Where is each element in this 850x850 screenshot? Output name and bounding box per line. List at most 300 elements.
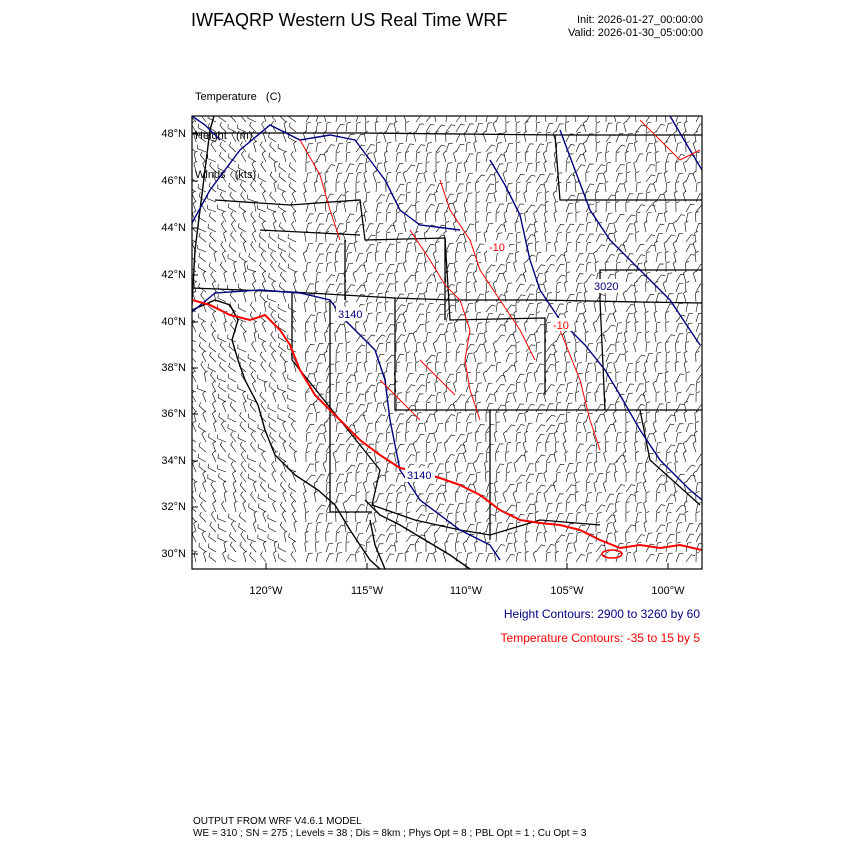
wind-barb	[516, 475, 525, 482]
wind-barb	[466, 282, 470, 292]
wind-barb	[635, 431, 639, 442]
wind-barb	[693, 471, 696, 482]
wind-barb	[464, 131, 467, 142]
wind-barb	[576, 505, 585, 512]
wind-barb	[533, 551, 536, 562]
wind-barb	[336, 361, 340, 372]
wind-barb	[416, 201, 420, 212]
wind-barb	[576, 363, 582, 373]
wind-barb	[486, 313, 493, 322]
wind-barb	[375, 251, 379, 262]
wind-barb	[446, 244, 453, 252]
wind-barb	[231, 431, 236, 442]
wind-barb	[456, 395, 465, 402]
wind-barb	[576, 482, 580, 493]
wind-barb	[274, 541, 277, 552]
wind-barb	[485, 471, 489, 482]
wind-barb	[676, 323, 683, 332]
wind-barb	[536, 434, 545, 442]
wind-barb	[556, 282, 561, 292]
wind-barb	[506, 111, 510, 122]
wind-barb	[326, 531, 330, 542]
wind-barb	[545, 201, 549, 212]
wind-barb	[644, 361, 647, 372]
wind-barb	[346, 164, 354, 172]
wind-barb	[356, 505, 365, 513]
wind-barb	[229, 352, 236, 362]
wind-barb	[233, 491, 236, 502]
wind-barb	[636, 472, 640, 482]
wind-barb	[536, 485, 545, 492]
wind-barb	[606, 162, 611, 172]
wind-barb	[326, 554, 334, 562]
wind-barb	[626, 412, 630, 423]
wind-barb	[576, 302, 582, 312]
wind-barb	[576, 462, 581, 472]
wind-barb	[278, 304, 286, 312]
wind-barb	[336, 163, 343, 172]
wind-barb	[524, 451, 527, 462]
wind-barb	[280, 272, 286, 282]
wind-barb	[503, 371, 506, 382]
wind-barb	[476, 363, 482, 372]
wind-barb	[366, 294, 374, 302]
wind-barb	[613, 421, 616, 432]
wind-barb	[523, 441, 526, 452]
wind-barb	[616, 485, 625, 492]
wind-barb	[258, 334, 266, 342]
wind-barb	[636, 205, 645, 212]
wind-barb	[314, 181, 317, 192]
wind-barb	[566, 302, 571, 312]
wind-barb	[291, 151, 296, 162]
wind-barb	[396, 502, 400, 512]
wind-barb	[425, 211, 429, 222]
wind-barb	[676, 432, 682, 442]
wind-barb	[241, 151, 246, 162]
wind-barb	[221, 421, 226, 432]
wind-barb	[426, 525, 435, 532]
wind-barb	[546, 415, 556, 422]
wind-barb	[535, 241, 539, 252]
wind-barb	[466, 272, 472, 282]
wind-barb	[486, 212, 491, 222]
wind-barb	[466, 124, 474, 132]
wind-barb	[252, 161, 256, 172]
wind-barb	[686, 302, 692, 312]
wind-barb	[646, 353, 653, 362]
wind-barb	[596, 452, 601, 462]
wind-barb	[316, 354, 324, 362]
wind-barb	[364, 361, 367, 372]
wind-barb	[241, 451, 246, 462]
wind-barb	[566, 195, 575, 202]
wind-barb	[484, 231, 487, 242]
wind-barb	[625, 151, 629, 162]
wind-barb	[606, 314, 614, 322]
wind-barb	[586, 363, 593, 372]
wind-barb	[693, 271, 696, 282]
wind-barb	[364, 261, 367, 272]
wind-barb	[306, 452, 310, 463]
wind-barb	[203, 271, 206, 282]
wind-barb	[228, 513, 236, 522]
wind-barb	[616, 254, 623, 262]
wind-barb	[463, 441, 466, 452]
wind-barb	[496, 405, 505, 412]
wind-barb	[683, 441, 686, 452]
wind-barb	[190, 512, 196, 523]
wind-barb	[626, 372, 631, 382]
wind-barb	[229, 532, 236, 542]
wind-barb	[574, 351, 577, 362]
wind-barb	[356, 352, 361, 362]
wind-barb	[545, 271, 549, 282]
wind-barb	[278, 244, 286, 252]
wind-barb	[396, 233, 403, 242]
wind-barb	[586, 383, 592, 392]
wind-barb	[516, 442, 521, 452]
wind-barb	[325, 171, 329, 182]
wind-barb	[566, 262, 570, 272]
wind-barb	[413, 441, 416, 452]
wind-barb	[685, 511, 689, 522]
wind-barb	[666, 321, 670, 332]
wind-barb	[261, 161, 266, 172]
wind-barb	[426, 484, 434, 492]
wind-barb	[203, 391, 206, 402]
wind-barb	[193, 461, 196, 472]
wind-barb	[366, 335, 375, 342]
wind-barb	[653, 421, 656, 432]
wind-barb	[656, 322, 661, 332]
wind-barb	[278, 544, 286, 552]
wind-barb	[416, 304, 424, 312]
wind-barb	[385, 251, 389, 262]
wind-barb	[376, 323, 383, 332]
wind-barb	[466, 142, 471, 152]
wind-barb	[231, 521, 236, 532]
wind-barb	[586, 234, 594, 242]
wind-barb	[436, 504, 444, 512]
wind-barb	[228, 414, 236, 422]
wind-barb	[251, 371, 256, 382]
wind-barb	[316, 244, 323, 252]
wind-barb	[536, 473, 543, 482]
wind-barb	[218, 515, 226, 522]
wind-barb	[194, 481, 197, 492]
wind-barb	[686, 534, 694, 542]
wind-barb	[476, 472, 481, 482]
wind-barb	[486, 223, 493, 232]
wind-barb	[376, 312, 381, 322]
wind-barb	[356, 522, 361, 532]
wind-barb	[436, 152, 440, 163]
wind-barb	[446, 131, 450, 142]
wind-barb	[645, 331, 649, 342]
wind-barb	[514, 531, 517, 542]
wind-barb	[386, 273, 393, 282]
wind-barb	[693, 441, 696, 452]
wind-barb	[606, 213, 613, 222]
wind-barb	[546, 322, 551, 332]
wind-barb	[643, 391, 646, 402]
wind-barb	[496, 335, 505, 342]
wind-barb	[306, 391, 310, 402]
wind-barb	[644, 501, 647, 512]
wind-barb	[316, 412, 320, 422]
wind-barb	[231, 231, 236, 242]
wind-barb	[201, 111, 206, 122]
wind-barb	[586, 445, 595, 452]
wind-barb	[496, 362, 501, 372]
wind-barb	[565, 451, 568, 462]
wind-barb	[516, 552, 521, 562]
wind-barb	[250, 122, 256, 132]
wind-barb	[306, 362, 312, 372]
wind-barb	[199, 342, 206, 352]
wind-barb	[376, 284, 384, 292]
wind-barb	[335, 331, 338, 342]
wind-barb	[396, 144, 403, 152]
wind-barb	[336, 474, 344, 482]
wind-barb	[336, 493, 343, 502]
wind-barb	[674, 491, 677, 502]
height-label-2: 3140	[407, 470, 432, 482]
wind-barb	[228, 424, 236, 432]
wind-barb	[406, 444, 414, 452]
wind-barb	[356, 122, 361, 132]
wind-barb	[306, 464, 314, 472]
wind-barb	[636, 502, 642, 512]
wind-barb	[396, 314, 404, 322]
wind-barb	[374, 151, 377, 162]
wind-barb	[606, 255, 615, 263]
wind-barb	[346, 285, 355, 292]
wind-barb	[586, 392, 591, 402]
wind-barb	[446, 534, 454, 542]
wind-barb	[686, 555, 695, 562]
wind-barb	[675, 461, 679, 472]
wind-barb	[376, 434, 384, 442]
wind-barb	[240, 482, 246, 492]
wind-barb	[240, 232, 246, 243]
wind-barb	[614, 221, 617, 232]
wind-barb	[305, 541, 309, 552]
wind-barb	[456, 172, 461, 182]
wind-barb	[306, 315, 315, 322]
wind-barb	[346, 404, 354, 412]
wind-barb	[666, 415, 675, 422]
wind-barb	[646, 212, 652, 222]
wind-barb	[395, 541, 399, 552]
wind-barb	[656, 373, 663, 382]
wind-barb	[446, 305, 455, 312]
wind-barb	[496, 325, 505, 332]
wind-barb	[396, 172, 401, 182]
wind-barb	[356, 464, 363, 472]
wind-barb	[199, 423, 207, 432]
wind-barb	[496, 155, 505, 163]
wind-barb	[199, 543, 206, 552]
wind-barb	[240, 412, 246, 422]
wind-barb	[426, 442, 431, 452]
wind-barb	[252, 231, 256, 242]
wind-barb	[223, 551, 226, 562]
wind-barb	[305, 351, 309, 362]
wind-barb	[676, 404, 684, 412]
wind-barb	[524, 381, 527, 392]
wind-barb	[696, 351, 700, 362]
wind-barb	[554, 451, 557, 462]
wind-barb	[289, 182, 296, 192]
wind-barb	[586, 553, 592, 562]
wind-barb	[279, 282, 286, 292]
lon-label-110: 110°W	[449, 585, 483, 597]
wind-barb	[493, 121, 496, 132]
wind-barb	[291, 201, 296, 212]
wind-barb	[426, 373, 432, 382]
wind-barb	[443, 491, 446, 502]
wind-barb	[516, 122, 520, 132]
wind-barb	[636, 193, 643, 202]
wind-barb	[436, 464, 444, 472]
wind-barb	[336, 511, 340, 522]
wind-barb	[673, 241, 676, 252]
wind-barb	[456, 445, 465, 452]
wind-barb	[456, 243, 462, 252]
wind-barb	[646, 511, 650, 522]
wind-barb	[326, 165, 335, 172]
wind-barb	[696, 552, 700, 562]
wind-barb	[536, 184, 545, 192]
lon-label-100: 100°W	[651, 585, 685, 597]
wind-barb	[259, 243, 266, 252]
wind-barb	[413, 331, 416, 342]
wind-barb	[238, 353, 246, 362]
wind-barb	[606, 224, 613, 233]
wind-barb	[696, 392, 700, 402]
wind-barb	[666, 273, 672, 282]
wind-barb	[606, 494, 614, 502]
wind-barb	[456, 473, 462, 482]
wind-barb	[396, 432, 400, 442]
wind-barb	[504, 131, 507, 142]
wind-barb	[234, 261, 237, 272]
wind-barb	[516, 295, 525, 302]
wind-barb	[241, 321, 246, 332]
wind-barb	[576, 283, 582, 292]
wind-barb	[576, 413, 583, 422]
wind-barb	[324, 431, 327, 442]
wind-barb	[316, 154, 324, 162]
wind-barb	[336, 173, 342, 182]
wind-barb	[656, 352, 661, 362]
wind-barb	[279, 432, 286, 442]
wind-barb	[386, 112, 391, 122]
wind-barb	[676, 542, 681, 552]
wind-barb	[686, 313, 693, 322]
wind-barb	[218, 134, 226, 142]
wind-barb	[386, 314, 394, 322]
wind-barb	[194, 161, 197, 172]
wind-barb	[198, 454, 206, 462]
wind-barb	[626, 224, 634, 232]
wind-barb	[455, 251, 459, 262]
wind-barb	[606, 363, 612, 372]
wind-barb	[586, 172, 590, 183]
wind-barb	[229, 183, 236, 192]
wind-barb	[278, 144, 286, 152]
wind-barb	[686, 435, 695, 442]
wind-barb	[596, 492, 602, 502]
wind-barb	[606, 533, 612, 542]
wind-barb	[644, 221, 647, 232]
wind-barb	[596, 372, 601, 382]
wind-barb	[623, 291, 626, 302]
wind-barb	[404, 281, 407, 292]
wind-barb	[289, 162, 296, 172]
wind-barb	[463, 511, 466, 522]
wind-barb	[576, 432, 581, 442]
wind-barb	[456, 193, 462, 202]
wind-barb	[386, 525, 395, 532]
wind-barb	[346, 542, 350, 552]
wind-barb	[213, 441, 216, 452]
wind-barb	[416, 553, 422, 562]
wind-barb	[683, 271, 686, 282]
wind-barb	[218, 534, 226, 542]
wind-barb	[294, 521, 297, 532]
wind-barb	[396, 414, 404, 422]
wind-barb	[386, 534, 394, 542]
wind-barb	[684, 411, 687, 422]
wind-barb	[396, 473, 403, 482]
height-contour-legend: Height Contours: 2900 to 3260 by 60	[503, 607, 700, 621]
wind-barb	[556, 464, 564, 472]
wind-barb	[294, 451, 297, 462]
wind-barb	[200, 512, 206, 522]
wind-barb	[416, 452, 420, 462]
wind-barb	[426, 312, 431, 322]
wind-barb	[203, 411, 206, 422]
wind-barb	[208, 224, 216, 232]
wind-barb	[364, 281, 367, 292]
wind-barb	[596, 165, 605, 172]
wind-barb	[516, 404, 524, 412]
wind-barb	[516, 182, 521, 192]
wind-barb	[536, 353, 542, 362]
wind-barb	[288, 264, 296, 272]
wind-barb	[693, 241, 696, 252]
wind-barb	[263, 191, 267, 202]
wind-barb	[219, 383, 226, 392]
wind-barb	[199, 463, 206, 472]
wind-barb	[306, 344, 315, 352]
wind-barb	[356, 114, 363, 123]
wind-barb	[504, 211, 507, 222]
wind-barb	[644, 521, 647, 532]
wind-barb	[222, 251, 226, 262]
wind-barb	[406, 352, 410, 362]
wind-barb	[506, 472, 510, 482]
wind-barb	[676, 532, 681, 542]
wind-barb	[346, 352, 351, 362]
wind-barb	[436, 392, 441, 402]
wind-barb	[376, 203, 382, 212]
wind-barb	[606, 404, 615, 412]
wind-barb	[616, 442, 621, 452]
